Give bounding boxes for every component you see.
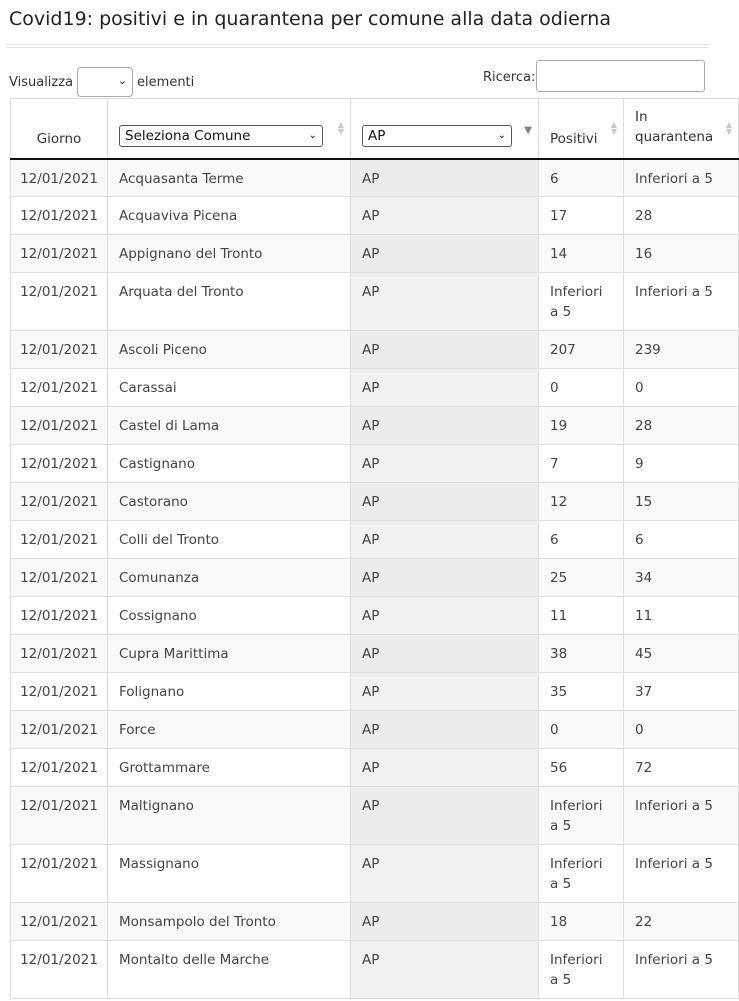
cell-comune: Acquaviva Picena <box>108 197 351 235</box>
column-label-quarantena-line1: In <box>635 108 648 125</box>
cell-provincia: AP <box>351 235 539 273</box>
cell-comune: Force <box>108 711 351 749</box>
column-header-provincia[interactable] <box>351 99 539 159</box>
cell-provincia: AP <box>351 197 539 235</box>
table-row <box>11 521 739 559</box>
cell-provincia: AP <box>351 369 539 407</box>
cell-comune: Folignano <box>108 673 351 711</box>
table-row <box>11 711 739 749</box>
table-row <box>11 787 739 845</box>
column-label-positivi: Positivi <box>550 130 598 147</box>
cell-positivi: 18 <box>539 903 624 941</box>
data-table <box>10 98 739 999</box>
page-length-suffix: elementi <box>137 74 195 90</box>
cell-comune: Monsampolo del Tronto <box>108 903 351 941</box>
cell-giorno: 12/01/2021 <box>11 407 108 445</box>
cell-giorno: 12/01/2021 <box>11 711 108 749</box>
column-label-quarantena-line2: quarantena <box>635 128 714 145</box>
table-row <box>11 273 739 331</box>
cell-positivi: 7 <box>539 445 624 483</box>
cell-positivi: 11 <box>539 597 624 635</box>
cell-positivi: 19 <box>539 407 624 445</box>
cell-positivi: 6 <box>539 159 624 197</box>
table-row <box>11 597 739 635</box>
provincia-filter-value: AP <box>368 127 386 144</box>
cell-giorno: 12/01/2021 <box>11 749 108 787</box>
sort-icon: ▲ ▼ <box>337 120 344 136</box>
cell-giorno: 12/01/2021 <box>11 369 108 407</box>
cell-comune: Montalto delle Marche <box>108 941 351 999</box>
cell-quarantena: Inferiori a 5 <box>624 845 739 903</box>
cell-quarantena: 16 <box>624 235 739 273</box>
table-row <box>11 483 739 521</box>
cell-quarantena: Inferiori a 5 <box>624 787 739 845</box>
cell-comune: Carassai <box>108 369 351 407</box>
cell-quarantena: 9 <box>624 445 739 483</box>
table-row <box>11 749 739 787</box>
cell-giorno: 12/01/2021 <box>11 331 108 369</box>
cell-provincia: AP <box>351 635 539 673</box>
cell-comune: Colli del Tronto <box>108 521 351 559</box>
table-row <box>11 445 739 483</box>
column-header-comune[interactable] <box>108 99 351 159</box>
provincia-filter-select[interactable] <box>362 125 512 147</box>
cell-giorno: 12/01/2021 <box>11 521 108 559</box>
cell-comune: Castignano <box>108 445 351 483</box>
cell-provincia: AP <box>351 787 539 845</box>
page-title: Covid19: positivi e in quarantena per comune alla data odierna <box>9 8 611 30</box>
cell-giorno: 12/01/2021 <box>11 787 108 845</box>
sort-icon: ▲ ▼ <box>610 120 617 136</box>
table-body <box>11 159 739 999</box>
cell-provincia: AP <box>351 845 539 903</box>
cell-positivi: Inferiori a 5 <box>539 941 624 999</box>
cell-positivi: 56 <box>539 749 624 787</box>
page-length-select[interactable] <box>77 67 133 97</box>
cell-giorno: 12/01/2021 <box>11 673 108 711</box>
cell-quarantena: 15 <box>624 483 739 521</box>
cell-provincia: AP <box>351 273 539 331</box>
chevron-down-icon: ⌄ <box>308 129 317 141</box>
cell-provincia: AP <box>351 407 539 445</box>
cell-positivi: 25 <box>539 559 624 597</box>
cell-giorno: 12/01/2021 <box>11 597 108 635</box>
cell-giorno: 12/01/2021 <box>11 903 108 941</box>
cell-provincia: AP <box>351 903 539 941</box>
cell-giorno: 12/01/2021 <box>11 941 108 999</box>
cell-quarantena: Inferiori a 5 <box>624 941 739 999</box>
cell-comune: Arquata del Tronto <box>108 273 351 331</box>
cell-positivi: 17 <box>539 197 624 235</box>
table-row <box>11 197 739 235</box>
cell-comune: Castel di Lama <box>108 407 351 445</box>
page-length-prefix: Visualizza <box>9 74 74 90</box>
cell-positivi: 6 <box>539 521 624 559</box>
cell-positivi: 12 <box>539 483 624 521</box>
comune-filter-select[interactable] <box>119 125 323 147</box>
cell-comune: Massignano <box>108 845 351 903</box>
column-header-giorno[interactable] <box>11 99 108 159</box>
cell-quarantena: 11 <box>624 597 739 635</box>
cell-provincia: AP <box>351 597 539 635</box>
sort-icon: ▲ ▼ <box>725 120 732 136</box>
cell-comune: Cupra Marittima <box>108 635 351 673</box>
page-length-control <box>9 67 194 97</box>
cell-provincia: AP <box>351 673 539 711</box>
cell-quarantena: 72 <box>624 749 739 787</box>
cell-comune: Maltignano <box>108 787 351 845</box>
cell-positivi: 207 <box>539 331 624 369</box>
cell-quarantena: 45 <box>624 635 739 673</box>
cell-giorno: 12/01/2021 <box>11 159 108 197</box>
cell-quarantena: 22 <box>624 903 739 941</box>
table-row <box>11 635 739 673</box>
cell-giorno: 12/01/2021 <box>11 273 108 331</box>
cell-quarantena: 239 <box>624 331 739 369</box>
column-label-giorno: Giorno <box>36 130 82 147</box>
cell-giorno: 12/01/2021 <box>11 559 108 597</box>
cell-giorno: 12/01/2021 <box>11 235 108 273</box>
cell-giorno: 12/01/2021 <box>11 483 108 521</box>
table-row <box>11 159 739 197</box>
cell-quarantena: Inferiori a 5 <box>624 273 739 331</box>
cell-quarantena: 37 <box>624 673 739 711</box>
column-header-quarantena[interactable] <box>624 99 739 159</box>
cell-provincia: AP <box>351 749 539 787</box>
table-row <box>11 941 739 999</box>
chevron-down-icon: ⌄ <box>117 74 128 87</box>
cell-quarantena: 28 <box>624 197 739 235</box>
cell-quarantena: 0 <box>624 369 739 407</box>
cell-quarantena: 6 <box>624 521 739 559</box>
chevron-down-icon: ⌄ <box>497 129 506 141</box>
search-label: Ricerca: <box>483 70 536 85</box>
cell-quarantena: Inferiori a 5 <box>624 159 739 197</box>
cell-comune: Grottammare <box>108 749 351 787</box>
table-row <box>11 369 739 407</box>
table-row <box>11 331 739 369</box>
cell-provincia: AP <box>351 941 539 999</box>
cell-comune: Comunanza <box>108 559 351 597</box>
cell-comune: Ascoli Piceno <box>108 331 351 369</box>
cell-provincia: AP <box>351 711 539 749</box>
cell-positivi: Inferiori a 5 <box>539 845 624 903</box>
cell-comune: Castorano <box>108 483 351 521</box>
cell-provincia: AP <box>351 445 539 483</box>
cell-giorno: 12/01/2021 <box>11 445 108 483</box>
table-row <box>11 407 739 445</box>
table-header-row <box>11 99 739 159</box>
cell-giorno: 12/01/2021 <box>11 845 108 903</box>
cell-positivi: 38 <box>539 635 624 673</box>
comune-filter-value: Seleziona Comune <box>125 127 251 144</box>
cell-provincia: AP <box>351 331 539 369</box>
cell-giorno: 12/01/2021 <box>11 197 108 235</box>
cell-quarantena: 34 <box>624 559 739 597</box>
table-row <box>11 559 739 597</box>
cell-provincia: AP <box>351 483 539 521</box>
cell-positivi: Inferiori a 5 <box>539 273 624 331</box>
cell-positivi: 0 <box>539 711 624 749</box>
cell-positivi: Inferiori a 5 <box>539 787 624 845</box>
cell-provincia: AP <box>351 559 539 597</box>
search-input[interactable] <box>536 60 705 92</box>
cell-quarantena: 0 <box>624 711 739 749</box>
sort-descending-icon: ▼ <box>524 125 532 136</box>
cell-provincia: AP <box>351 521 539 559</box>
cell-comune: Acquasanta Terme <box>108 159 351 197</box>
cell-positivi: 14 <box>539 235 624 273</box>
table-row <box>11 845 739 903</box>
column-header-positivi[interactable] <box>539 99 624 159</box>
title-divider <box>6 44 709 48</box>
table-row <box>11 235 739 273</box>
cell-positivi: 0 <box>539 369 624 407</box>
table-row <box>11 673 739 711</box>
cell-comune: Cossignano <box>108 597 351 635</box>
cell-quarantena: 28 <box>624 407 739 445</box>
table-row <box>11 903 739 941</box>
cell-giorno: 12/01/2021 <box>11 635 108 673</box>
cell-comune: Appignano del Tronto <box>108 235 351 273</box>
cell-provincia: AP <box>351 159 539 197</box>
cell-positivi: 35 <box>539 673 624 711</box>
